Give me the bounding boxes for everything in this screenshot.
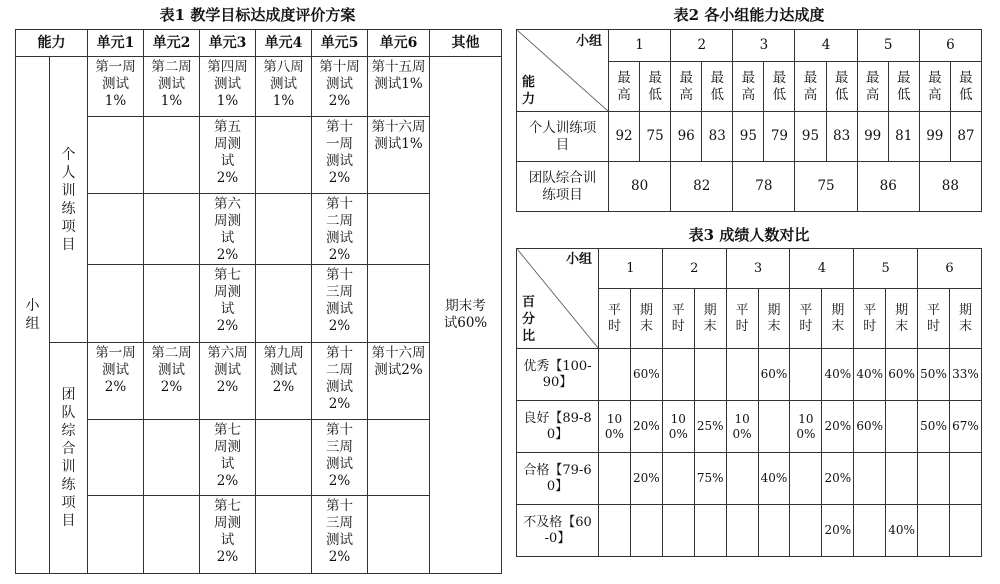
table-cell: 60% <box>758 349 790 401</box>
final-header: 期末 <box>694 289 726 349</box>
table-cell: 95 <box>795 112 826 162</box>
table-cell: 第一周测试1% <box>88 57 144 117</box>
final-header: 期末 <box>758 289 790 349</box>
table-cell <box>662 505 694 557</box>
table-cell: 75 <box>795 162 857 212</box>
table-cell: 88 <box>919 162 981 212</box>
table1-header-row <box>16 30 502 57</box>
table-cell <box>758 401 790 453</box>
usual-header: 平时 <box>599 289 631 349</box>
table-cell: 第十一周测试2% <box>312 117 368 194</box>
table-cell: 20% <box>630 401 662 453</box>
table-cell: 86 <box>857 162 919 212</box>
final-header: 期末 <box>822 289 854 349</box>
table-cell: 第十六周测试2% <box>368 343 430 420</box>
final-header: 期末 <box>949 289 981 349</box>
table-cell <box>758 505 790 557</box>
usual-header: 平时 <box>662 289 694 349</box>
row-label-good: 良好【89-80】 <box>517 401 599 453</box>
table3-group-row <box>517 249 982 289</box>
table-cell: 78 <box>733 162 795 212</box>
table-cell: 第十六周测试1% <box>368 117 430 194</box>
min-header: 最低 <box>640 62 671 112</box>
table-cell: 92 <box>609 112 640 162</box>
table-cell: 第二周测试2% <box>144 343 200 420</box>
unit-header: 单元3 <box>200 30 256 57</box>
unit-header: 单元4 <box>256 30 312 57</box>
table-row <box>16 57 502 117</box>
table-cell: 第九周测试2% <box>256 343 312 420</box>
group-header: 2 <box>671 30 733 62</box>
table3-corner <box>517 249 599 349</box>
group-header: 1 <box>609 30 671 62</box>
table-cell: 25% <box>694 401 726 453</box>
table-cell: 80 <box>609 162 671 212</box>
table-cell: 第五周测试2% <box>200 117 256 194</box>
table3 <box>516 248 982 557</box>
table2-group-row <box>517 30 982 62</box>
table-cell: 75% <box>694 453 726 505</box>
table-row <box>16 194 502 265</box>
table-cell <box>854 505 886 557</box>
group-header: 2 <box>662 249 726 289</box>
table-cell: 60% <box>630 349 662 401</box>
table-cell: 第十周测试2% <box>312 57 368 117</box>
table-cell: 75 <box>640 112 671 162</box>
table-row <box>16 420 502 496</box>
table3-title: 表3 成绩人数对比 <box>688 226 810 244</box>
table-cell: 100% <box>790 401 822 453</box>
table-cell: 99 <box>919 112 950 162</box>
table-row <box>517 349 982 401</box>
table-cell: 95 <box>733 112 764 162</box>
row-label-fail: 不及格【60-0】 <box>517 505 599 557</box>
corner-ability-label: 能 力 <box>522 75 536 107</box>
table-cell <box>599 453 631 505</box>
table-cell: 79 <box>764 112 795 162</box>
table-cell: 67% <box>949 401 981 453</box>
table-cell <box>790 505 822 557</box>
group-header: 5 <box>857 30 919 62</box>
table2-title: 表2 各小组能力达成度 <box>673 6 825 24</box>
table-cell: 96 <box>671 112 702 162</box>
table-cell: 81 <box>888 112 919 162</box>
min-header: 最低 <box>702 62 733 112</box>
table-cell <box>726 349 758 401</box>
table2 <box>516 29 982 212</box>
table-row <box>517 453 982 505</box>
min-header: 最低 <box>826 62 857 112</box>
table-cell: 40% <box>886 505 918 557</box>
table-cell: 第一周测试2% <box>88 343 144 420</box>
table-cell <box>949 453 981 505</box>
max-header: 最高 <box>671 62 702 112</box>
table-cell: 第四周测试1% <box>200 57 256 117</box>
table-row <box>517 162 982 212</box>
table-cell: 第十五周测试1% <box>368 57 430 117</box>
table-cell <box>726 505 758 557</box>
section-label-team: 团队综合训练项目 <box>50 343 88 574</box>
table-cell: 40% <box>822 349 854 401</box>
table-cell <box>726 453 758 505</box>
group-header: 4 <box>795 30 857 62</box>
group-header: 1 <box>599 249 663 289</box>
table-cell: 第六周测试2% <box>200 194 256 265</box>
group-header: 6 <box>918 249 982 289</box>
group-header: 3 <box>733 30 795 62</box>
min-header: 最低 <box>764 62 795 112</box>
usual-header: 平时 <box>790 289 822 349</box>
max-header: 最高 <box>733 62 764 112</box>
table-cell <box>630 505 662 557</box>
table-row <box>517 112 982 162</box>
table-cell <box>662 349 694 401</box>
table-cell: 第十二周测试2% <box>312 343 368 420</box>
table-cell: 50% <box>918 401 950 453</box>
table-cell: 第七周测试2% <box>200 265 256 343</box>
corner-group-label: 小组 <box>575 34 602 49</box>
max-header: 最高 <box>857 62 888 112</box>
group-header: 6 <box>919 30 981 62</box>
table-cell <box>886 401 918 453</box>
table-cell: 40% <box>758 453 790 505</box>
row-label-excellent: 优秀【100-90】 <box>517 349 599 401</box>
table-cell: 100% <box>726 401 758 453</box>
table-row <box>16 265 502 343</box>
table1 <box>15 29 502 574</box>
table-cell: 100% <box>599 401 631 453</box>
table-cell <box>790 453 822 505</box>
usual-header: 平时 <box>918 289 950 349</box>
table-cell: 第十二周测试2% <box>312 194 368 265</box>
table1-corner: 能力 <box>16 30 88 57</box>
table-cell <box>854 453 886 505</box>
table-cell: 20% <box>822 453 854 505</box>
usual-header: 平时 <box>726 289 758 349</box>
table-cell: 40% <box>854 349 886 401</box>
section-label-individual: 个人训练项目 <box>50 57 88 343</box>
table1-title: 表1 教学目标达成度评价方案 <box>159 6 356 24</box>
table-row <box>16 496 502 574</box>
table-cell: 60% <box>886 349 918 401</box>
table-cell: 33% <box>949 349 981 401</box>
table-cell: 第十三周测试2% <box>312 496 368 574</box>
corner-percent-label: 百 分 比 <box>522 295 536 344</box>
table-cell <box>886 453 918 505</box>
table-cell <box>599 505 631 557</box>
row-label-team: 团队综合训练项目 <box>517 162 609 212</box>
table-cell: 60% <box>854 401 886 453</box>
row-label-pass: 合格【79-60】 <box>517 453 599 505</box>
table-row <box>16 343 502 420</box>
table-cell <box>694 349 726 401</box>
corner-group-label: 小组 <box>565 252 592 267</box>
table-cell: 第六周测试2% <box>200 343 256 420</box>
table-row <box>16 117 502 194</box>
table-cell: 99 <box>857 112 888 162</box>
max-header: 最高 <box>795 62 826 112</box>
table-cell: 20% <box>630 453 662 505</box>
max-header: 最高 <box>609 62 640 112</box>
other-header: 其他 <box>430 30 502 57</box>
table-cell: 50% <box>918 349 950 401</box>
group-header: 4 <box>790 249 854 289</box>
table-cell: 100% <box>662 401 694 453</box>
row-label-individual: 个人训练项目 <box>517 112 609 162</box>
table-cell: 83 <box>702 112 733 162</box>
unit-header: 单元1 <box>88 30 144 57</box>
group-header: 5 <box>854 249 918 289</box>
min-header: 最低 <box>888 62 919 112</box>
other-final-exam: 期末考试60% <box>430 57 502 574</box>
table-cell <box>918 505 950 557</box>
table-cell: 82 <box>671 162 733 212</box>
table-row <box>517 505 982 557</box>
final-header: 期末 <box>886 289 918 349</box>
table-cell <box>599 349 631 401</box>
unit-header: 单元6 <box>368 30 430 57</box>
table-cell: 83 <box>826 112 857 162</box>
final-header: 期末 <box>630 289 662 349</box>
min-header: 最低 <box>950 62 981 112</box>
table-cell: 第七周测试2% <box>200 496 256 574</box>
max-header: 最高 <box>919 62 950 112</box>
table-row <box>517 401 982 453</box>
table-cell: 第十三周测试2% <box>312 265 368 343</box>
table-cell <box>790 349 822 401</box>
table-cell: 20% <box>822 401 854 453</box>
table-cell: 87 <box>950 112 981 162</box>
table2-corner <box>517 30 609 112</box>
table-cell: 第八周测试1% <box>256 57 312 117</box>
table-cell: 20% <box>822 505 854 557</box>
unit-header: 单元2 <box>144 30 200 57</box>
group-header: 3 <box>726 249 790 289</box>
table-cell <box>949 505 981 557</box>
table-cell <box>918 453 950 505</box>
table-cell: 第七周测试2% <box>200 420 256 496</box>
unit-header: 单元5 <box>312 30 368 57</box>
table-cell <box>694 505 726 557</box>
table-cell: 第十三周测试2% <box>312 420 368 496</box>
usual-header: 平时 <box>854 289 886 349</box>
group-label: 小组 <box>16 57 50 574</box>
table-cell <box>662 453 694 505</box>
table-cell: 第二周测试1% <box>144 57 200 117</box>
